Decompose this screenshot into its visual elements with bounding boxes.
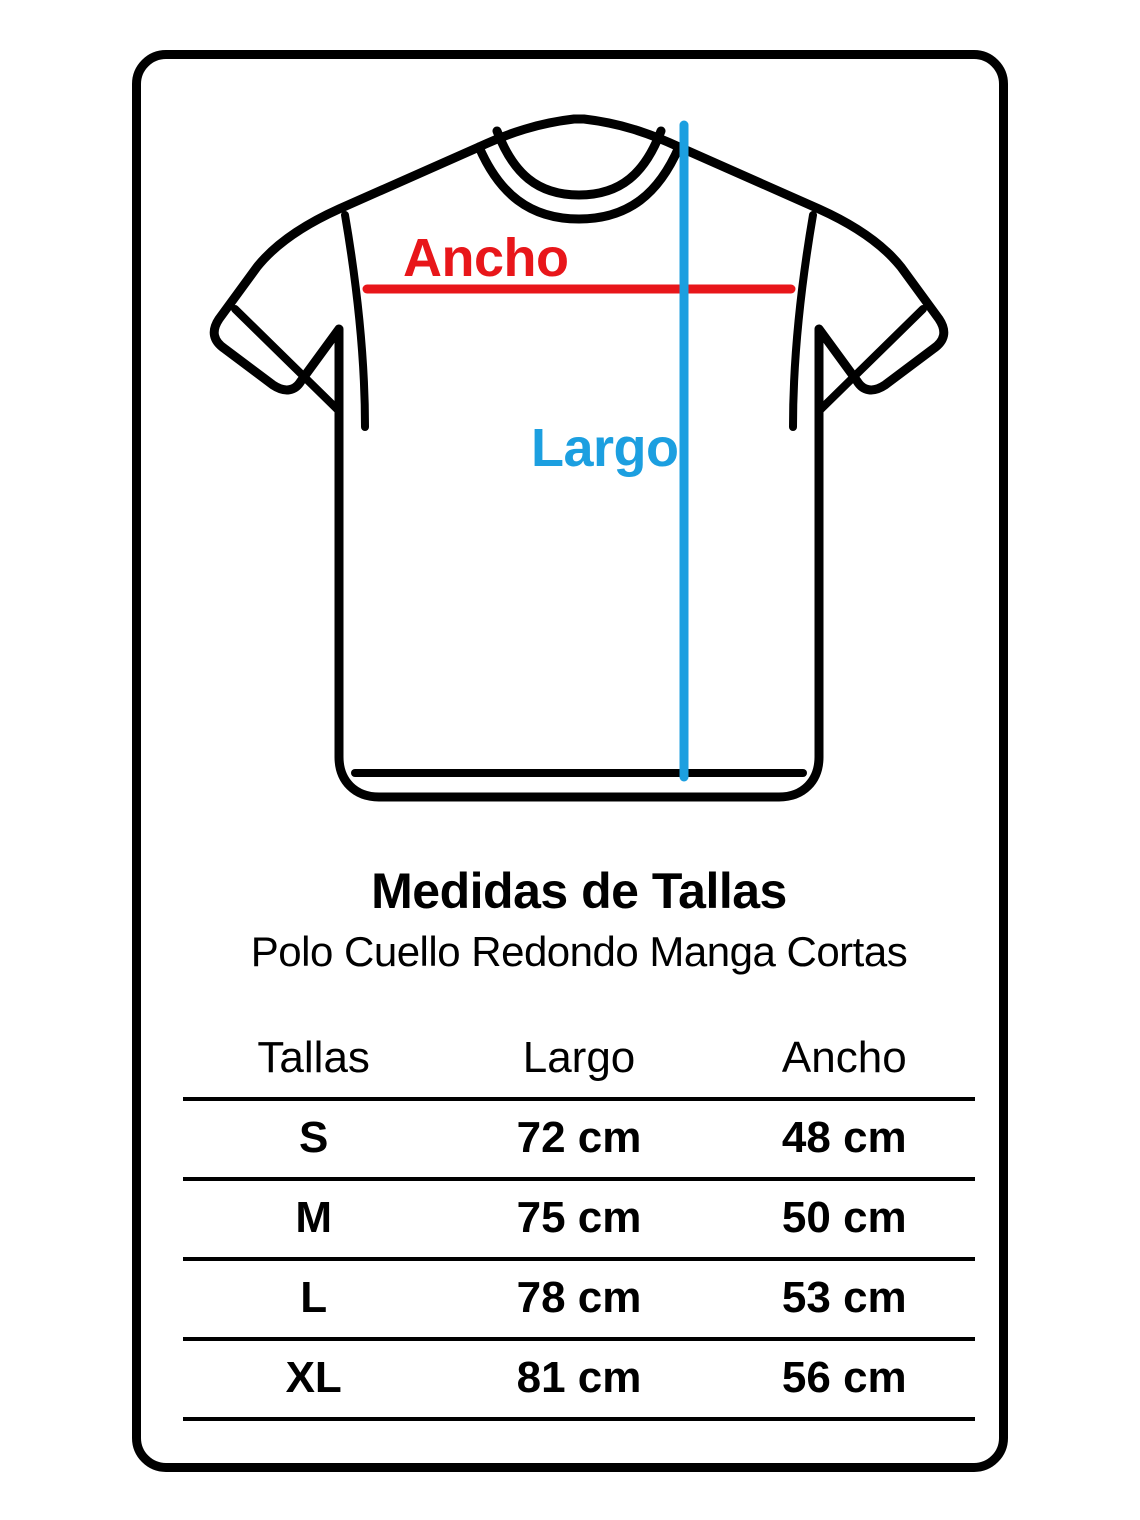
page-title: Medidas de Tallas	[371, 863, 787, 919]
table-row	[183, 1259, 975, 1339]
table-row	[183, 1099, 975, 1179]
titles-block	[141, 865, 1017, 974]
cell-size: XL	[183, 1339, 444, 1419]
cell-width: 56 cm	[714, 1339, 975, 1419]
cell-size: S	[183, 1099, 444, 1179]
size-chart-card	[132, 50, 1008, 1472]
table-header-row	[183, 1021, 975, 1099]
width-label: Ancho	[403, 228, 569, 288]
cell-length: 81 cm	[444, 1339, 713, 1419]
column-header-length: Largo	[444, 1021, 713, 1099]
cell-width: 53 cm	[714, 1259, 975, 1339]
column-header-sizes: Tallas	[183, 1021, 444, 1099]
tshirt-diagram	[141, 59, 1017, 839]
cell-size: L	[183, 1259, 444, 1339]
size-table	[183, 1021, 975, 1421]
table-row	[183, 1339, 975, 1419]
cell-width: 50 cm	[714, 1179, 975, 1259]
cell-size: M	[183, 1179, 444, 1259]
column-header-width: Ancho	[714, 1021, 975, 1099]
cell-length: 78 cm	[444, 1259, 713, 1339]
length-label: Largo	[531, 418, 679, 478]
cell-width: 48 cm	[714, 1099, 975, 1179]
table-row	[183, 1179, 975, 1259]
cell-length: 72 cm	[444, 1099, 713, 1179]
page-subtitle: Polo Cuello Redondo Manga Cortas	[250, 927, 908, 975]
cell-length: 75 cm	[444, 1179, 713, 1259]
